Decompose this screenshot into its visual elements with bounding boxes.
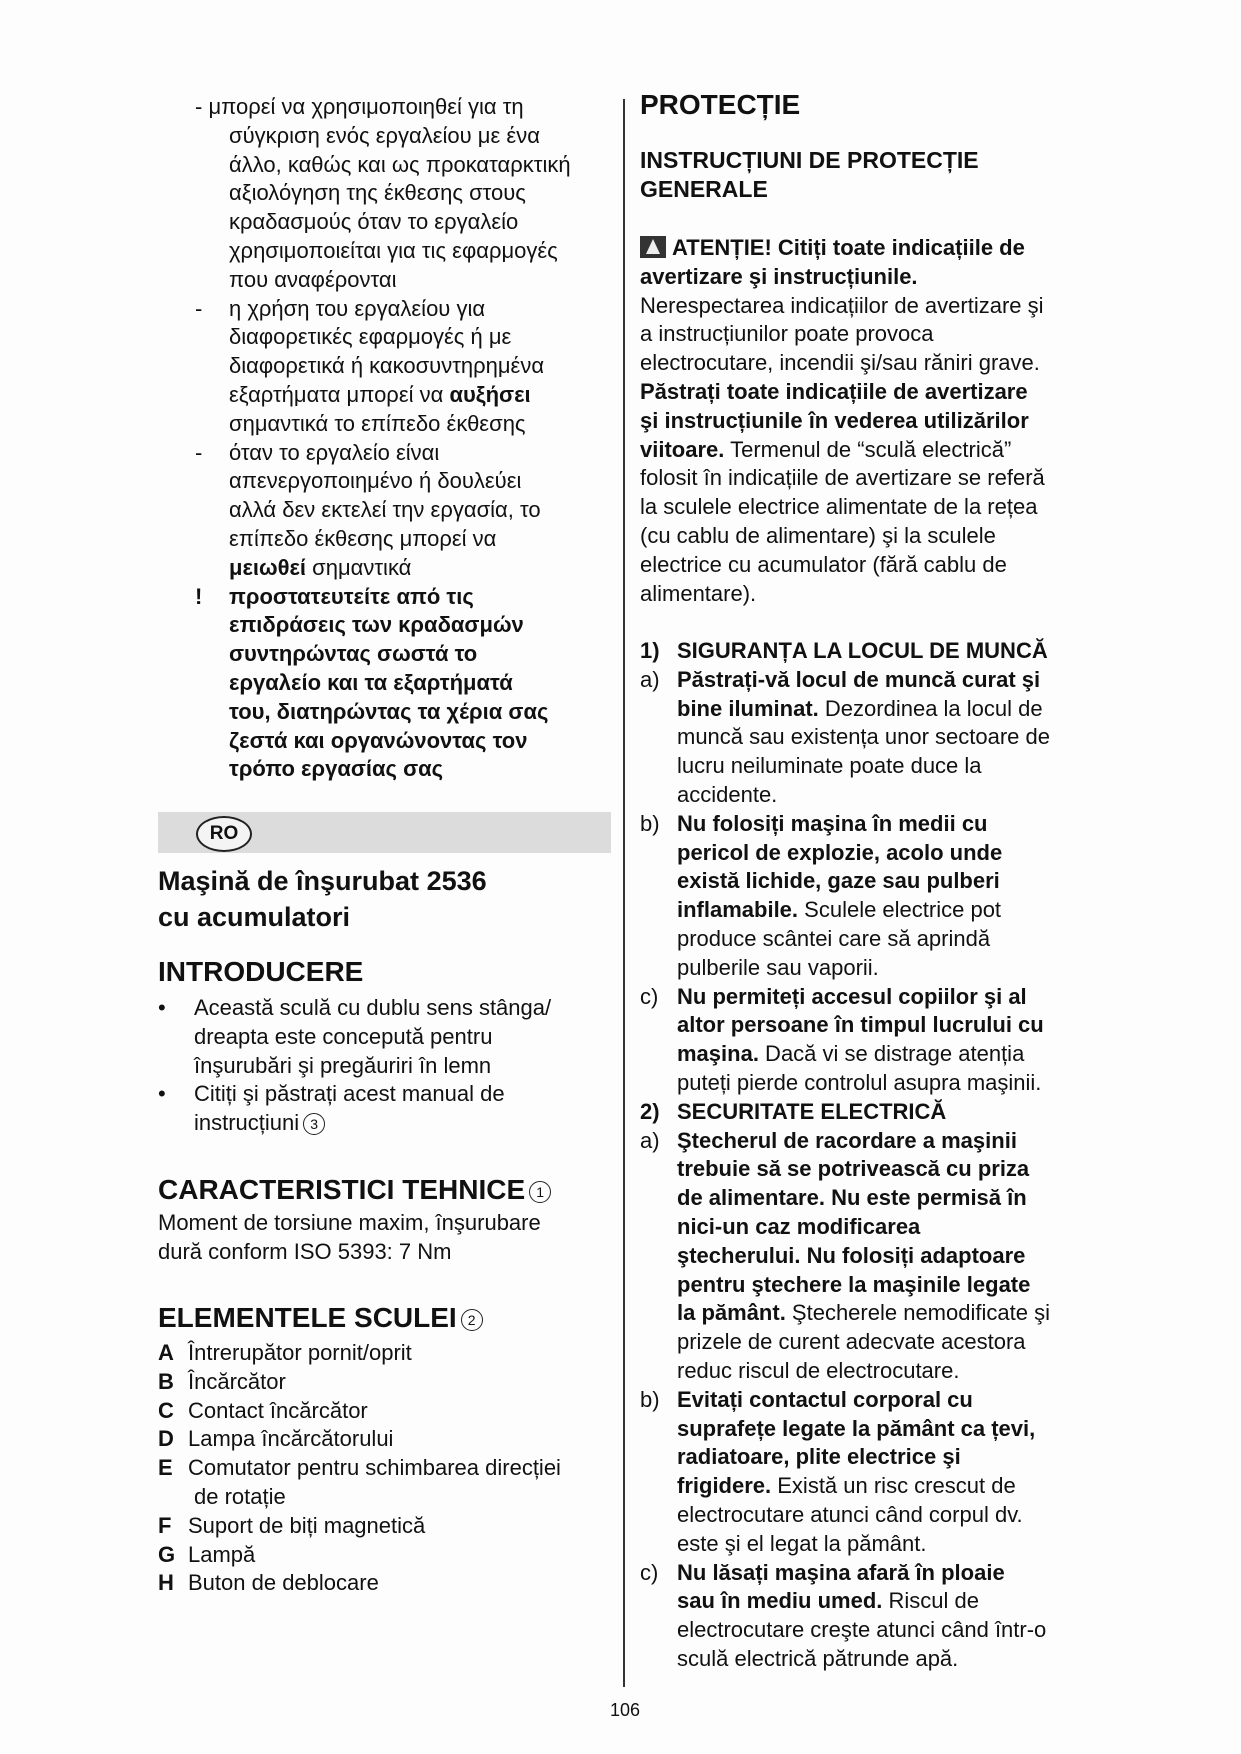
body-text: Riscul de electrocutare creşte atunci când într-o sculă electrică pătrunde apă.: [677, 1588, 1047, 1671]
element-text: Buton de deblocare: [188, 1570, 379, 1596]
element-item: [158, 1541, 618, 1570]
language-badge: RO: [196, 816, 252, 852]
list-marker: c): [640, 1559, 659, 1585]
list-marker: c): [640, 983, 659, 1009]
paragraph: [640, 810, 1120, 983]
paragraph: [640, 637, 1120, 666]
element-text: Comutator pentru schimbarea direcției de rotație: [188, 1455, 561, 1509]
element-text: Suport de biți magnetică: [188, 1512, 426, 1538]
column-divider: [623, 99, 625, 1687]
product-title: [158, 863, 618, 935]
bold-text: ATENȚIE! Citiți toate indicațiile de avertizare şi instrucțiunile.: [640, 235, 1025, 289]
bold-text: μειωθεί: [229, 554, 307, 580]
greek-vibration-notes: [195, 93, 615, 784]
paragraph: [195, 439, 615, 583]
list-marker: a): [640, 1127, 660, 1153]
list-marker: •: [158, 1081, 166, 1107]
bold-text: αυξήσει: [449, 381, 531, 407]
body-text: Termenul de “sculă electrică” folosit în indicațiile de avertizare se referă la sculele electrice alimentate de la rețea (cu cablu de alimentare) şi la sculele electrice cu acumulator (fără cablu de alimentare).: [640, 436, 1045, 606]
element-text: Încărcător: [188, 1368, 286, 1394]
element-letter: E: [158, 1455, 173, 1481]
element-text: Lampa încărcătorului: [188, 1426, 394, 1452]
product-name: Maşină de înşurubat: [158, 866, 420, 896]
figure-ref-icon: 3: [303, 1113, 325, 1135]
paragraph: [640, 1127, 1120, 1386]
element-item: [158, 1397, 618, 1426]
bold-text: Păstrați toate indicațiile de avertizare şi instrucțiunile în vederea utilizărilor viitoare.: [640, 378, 1029, 462]
specs-heading-text: CARACTERISTICI TEHNICE: [158, 1174, 526, 1205]
figure-ref-icon: 2: [461, 1309, 483, 1331]
body-text: σημαντικά το επίπεδο έκθεσης: [229, 410, 526, 436]
intro-bullets: [158, 994, 618, 1138]
bold-text: SIGURANȚA LA LOCUL DE MUNCĂ: [677, 638, 1048, 663]
product-name-line2: cu acumulatori: [158, 902, 351, 932]
element-item: [158, 1425, 618, 1454]
language-bar: [158, 812, 611, 853]
elements-list: [158, 1339, 618, 1598]
paragraph: [640, 1386, 1120, 1559]
body-text: Sculele electrice pot produce scântei care să aprindă pulberile sau vaporii.: [677, 897, 1002, 980]
safety-rules: [640, 637, 1120, 1674]
element-text: Contact încărcător: [188, 1397, 368, 1423]
element-text: Întrerupător pornit/oprit: [188, 1340, 412, 1365]
paragraph: [195, 295, 615, 439]
bold-text: Nu permiteți accesul copiilor şi al altor persoane în timpul lucrului cu maşina.: [677, 983, 1044, 1067]
warning-block: [640, 234, 1110, 608]
protection-heading: PROTECȚIE: [640, 89, 801, 120]
intro-heading: INTRODUCERE: [158, 956, 364, 987]
bold-text: Nu folosiți maşina în medii cu pericol de explozie, acolo unde există lichide, gaze sau pulberi inflamabile.: [677, 810, 1003, 923]
element-letter: A: [158, 1340, 174, 1365]
paragraph: [158, 994, 618, 1080]
general-instructions-heading: INSTRUCȚIUNI DE PROTECȚIE GENERALE: [640, 147, 979, 202]
bold-text: Păstrați-vă locul de muncă curat şi bine iluminat.: [677, 666, 1041, 721]
body-text: Ştecherele nemodificate şi prizele de curent adecvate acestora reduc riscul de electrocutare.: [677, 1300, 1050, 1383]
elements-heading: [158, 1301, 483, 1335]
body-text: σημαντικά: [306, 554, 412, 580]
element-letter: F: [158, 1512, 172, 1538]
paragraph: [195, 93, 615, 295]
element-letter: D: [158, 1426, 174, 1452]
paragraph: [195, 583, 615, 785]
list-marker: •: [158, 995, 166, 1020]
body-text: Dezordinea la locul de muncă sau existența unor sectoare de lucru neiluminate poate duce la accidente.: [677, 695, 1051, 807]
paragraph: [640, 983, 1120, 1098]
paragraph: [640, 666, 1120, 810]
element-letter: C: [158, 1397, 174, 1423]
bold-text: Nu lăsați maşina afară în ploaie sau în mediu umed.: [677, 1559, 1005, 1614]
element-item: [158, 1569, 618, 1598]
paragraph: [640, 234, 1110, 608]
specs-text: Moment de torsiune maxim, înşurubare dură conform ISO 5393: 7 Nm: [158, 1210, 541, 1264]
element-text: Lampă: [188, 1541, 256, 1567]
list-marker: b): [640, 810, 660, 836]
bold-text: SECURITATE ELECTRICĂ: [677, 1098, 947, 1124]
elements-heading-text: ELEMENTELE SCULEI: [158, 1302, 457, 1333]
element-item: [158, 1512, 618, 1541]
list-marker: b): [640, 1386, 660, 1412]
element-item: [158, 1368, 618, 1397]
list-marker: -: [195, 295, 203, 321]
bold-text: προστατευτείτε από τις επιδράσεις των κραδασμών συντηρώντας σωστά το εργαλείο και τα εξαρτήματά του, διατηρώντας τα χέρια σας ζεστά και οργανώνοντας τον τρόπο εργασίας σας: [229, 583, 549, 782]
bold-text: Evitați contactul corporal cu suprafețe legate la pământ ca țevi, radiatoare, plite electrice şi frigidere.: [677, 1386, 1036, 1499]
product-model: 2536: [426, 866, 487, 896]
list-marker: a): [640, 666, 660, 692]
list-marker: 1): [640, 638, 660, 663]
element-item: [158, 1339, 618, 1368]
element-letter: H: [158, 1570, 174, 1596]
figure-ref-icon: 1: [529, 1181, 551, 1203]
body-text: όταν το εργαλείο είναι απενεργοποιημένο ή δουλεύει αλλά δεν εκτελεί την εργασία, το επίπεδο έκθεσης μπορεί να: [229, 439, 541, 551]
paragraph: [640, 1559, 1120, 1674]
body-text: Citiți şi păstrați acest manual de instrucțiuni: [194, 1081, 505, 1136]
paragraph: [158, 1080, 618, 1138]
body-text: Nerespectarea indicațiilor de avertizare şi a instrucțiunilor poate provoca electrocutare, incendii şi/sau răniri grave.: [640, 292, 1044, 376]
list-marker: !: [195, 583, 203, 609]
element-item: [158, 1454, 618, 1512]
paragraph: [640, 1098, 1120, 1127]
warning-triangle-icon: [640, 236, 666, 258]
page-number: 106: [609, 1700, 641, 1720]
list-marker: 2): [640, 1098, 660, 1124]
list-marker: -: [195, 439, 203, 465]
body-text: Dacă vi se distrage atenția puteți pierde controlul asupra maşinii.: [677, 1041, 1042, 1095]
body-text: η χρήση του εργαλείου για διαφορετικές εφαρμογές ή με διαφορετικά ή κακοσυντηρημένα εξαρτήματα μπορεί να: [229, 295, 545, 407]
bold-text: Ştecherul de racordare a maşinii trebuie să se potrivească cu priza de alimentare. Nu este permisă în nici-un caz modificarea ştecherului. Nu folosiți adaptoare pentru ştechere la maşinile legate la pământ.: [677, 1127, 1031, 1326]
body-text: Această sculă cu dublu sens stânga/ dreapta este concepută pentru înşurubări şi pregăuriri în lemn: [194, 995, 552, 1078]
specs-heading: [158, 1173, 551, 1207]
body-text: - μπορεί να χρησιμοποιηθεί για τη σύγκριση ενός εργαλείου με ένα άλλο, καθώς και ως προκαταρκτική αξιολόγηση της έκθεσης στους κραδασμούς όταν το εργαλείο χρησιμοποιείται για τις εφαρμογές που αναφέρονται: [195, 94, 571, 292]
body-text: Există un risc crescut de electrocutare atunci când corpul dv. este şi el legat la pământ.: [677, 1473, 1023, 1556]
element-letter: G: [158, 1541, 176, 1567]
element-letter: B: [158, 1368, 174, 1394]
